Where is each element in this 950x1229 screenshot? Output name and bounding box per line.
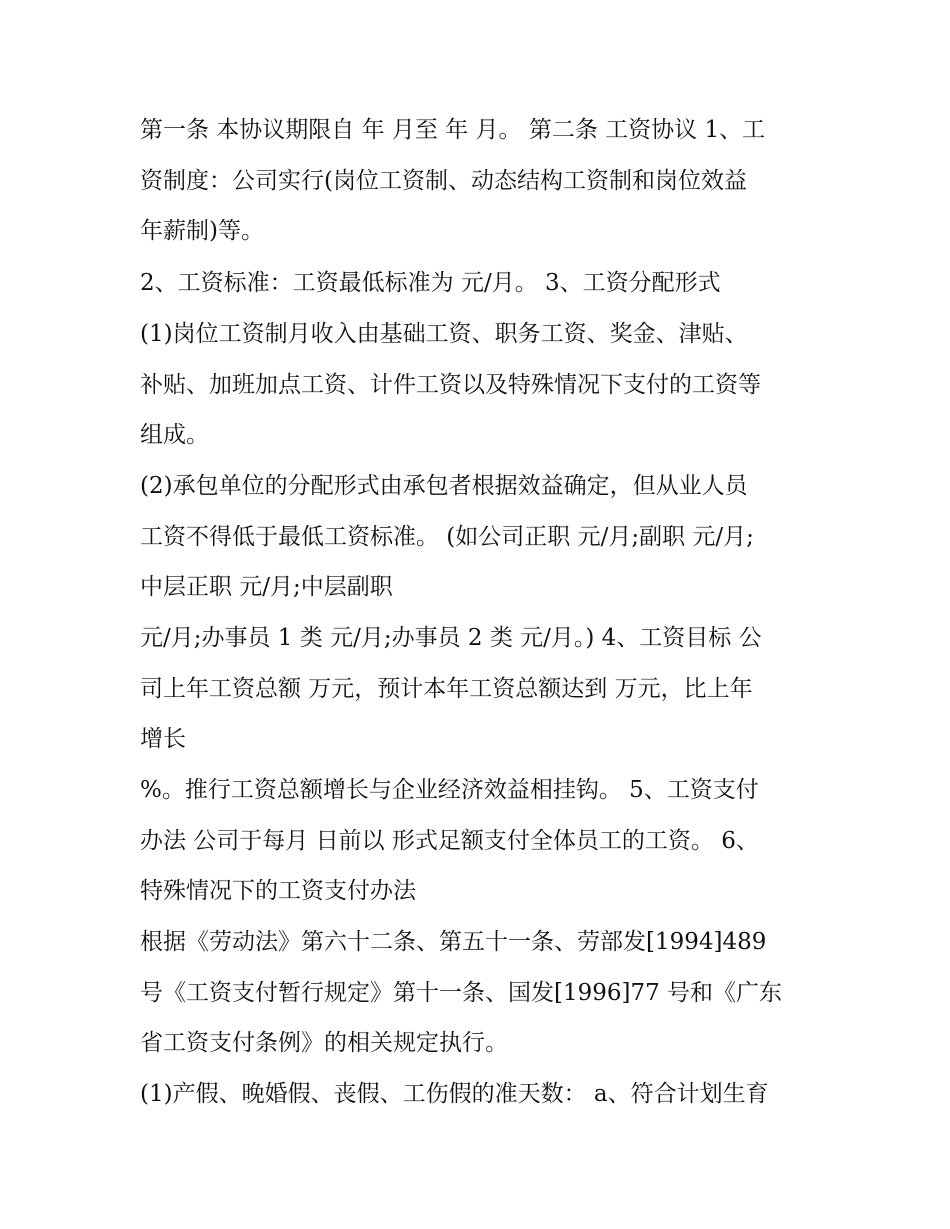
text-line: 补贴、加班加点工资、计件工资以及特殊情况下支付的工资等 (140, 372, 761, 398)
text-line: 特殊情况下的工资支付办法 (140, 878, 416, 904)
text-line: 号《工资支付暂行规定》第十一条、国发[1996]77 号和《广东 (140, 980, 783, 1006)
text-line: 增长 (140, 726, 186, 752)
text-line: 根据《劳动法》第六十二条、第五十一条、劳部发[1994]489 (140, 929, 767, 955)
text-line: 工资不得低于最低工资标准。 (如公司正职 元/月;副职 元/月; (140, 524, 754, 550)
text-line: (2)承包单位的分配形式由承包者根据效益确定，但从业人员 (140, 473, 748, 499)
text-line: (1)产假、晚婚假、丧假、工伤假的准天数： a、符合计划生育 (140, 1081, 769, 1107)
text-line: 组成。 (140, 422, 209, 448)
text-line: (1)岗位工资制月收入由基础工资、职务工资、奖金、津贴、 (140, 321, 748, 347)
text-line: 办法 公司于每月 日前以 形式足额支付全体员工的工资。 6、 (140, 828, 759, 854)
text-line: 中层正职 元/月;中层副职 (140, 574, 393, 600)
text-line: 元/月;办事员 1 类 元/月;办事员 2 类 元/月。) 4、工资目标 公 (140, 625, 762, 651)
text-line: 省工资支付条例》的相关规定执行。 (140, 1030, 508, 1056)
text-line: 资制度：公司实行(岗位工资制、动态结构工资制和岗位效益 (140, 168, 747, 194)
text-line: 年薪制)等。 (140, 218, 264, 244)
text-line: %。推行工资总额增长与企业经济效益相挂钩。 5、工资支付 (140, 777, 759, 803)
text-line: 第一条 本协议期限自 年 月至 年 月。 第二条 工资协议 1、工 (140, 117, 766, 143)
text-line: 2、工资标准：工资最低标准为 元/月。 3、工资分配形式 (140, 270, 721, 296)
text-line: 司上年工资总额 万元，预计本年工资总额达到 万元，比上年 (140, 676, 753, 702)
